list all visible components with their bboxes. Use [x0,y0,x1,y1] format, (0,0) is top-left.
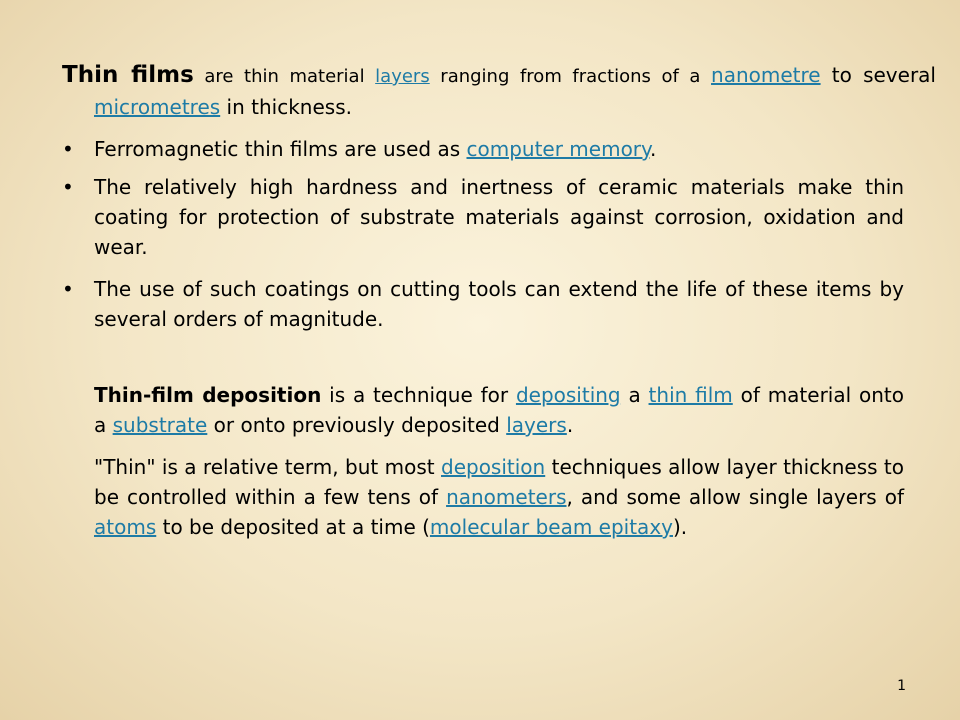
thin-text-5: ). [673,515,688,539]
thin-text-3: , and some allow single layers of [566,485,904,509]
bullet-icon: • [62,175,74,199]
thin-text-1: "Thin" is a relative term, but most [94,455,441,479]
thin-text-4: to be deposited at a time ( [156,515,430,539]
bullet-text-memory [94,134,904,164]
link-thin-film[interactable]: thin film [648,383,733,407]
deposition-term: Thin-film deposition [94,383,322,407]
intro-text-2: ranging from fractions of a [429,66,712,87]
link-molecular-beam-epitaxy[interactable]: molecular beam epitaxy [429,515,673,539]
bullet1-text-2: . [650,137,657,161]
bullet-text-ceramic: The relatively high hardness and inertness of ceramic materials make thin coating for protection of substrate materials against corrosion, oxidation and wear. [94,175,904,259]
thin-text-2: techniques allow layer thickness to be controlled within a few tens of [94,455,905,509]
intro-lead: Thin films [62,62,194,88]
intro-paragraph [62,60,936,122]
link-nanometers[interactable]: nanometers [446,485,567,509]
dep-text-1: is a technique for [321,383,516,407]
intro-text-4: in thickness. [220,95,352,119]
link-deposition[interactable]: deposition [441,455,546,479]
page-number: 1 [897,678,906,694]
link-nanometre[interactable]: nanometre [711,63,821,87]
intro-text-1: are thin material [193,66,376,87]
link-depositing[interactable]: depositing [515,383,621,407]
link-layers-2[interactable]: layers [506,413,567,437]
link-micrometres[interactable]: micrometres [94,95,221,119]
bullet-text-cutting-tools: The use of such coatings on cutting tools can extend the life of these items by several orders of magnitude. [94,277,904,331]
thin-paragraph [94,452,904,542]
deposition-paragraph [94,380,904,440]
dep-text-3: of material onto a [94,383,904,437]
link-computer-memory[interactable]: computer memory [466,137,651,161]
link-substrate[interactable]: substrate [112,413,208,437]
link-layers[interactable]: layers [375,66,430,87]
link-atoms[interactable]: atoms [94,515,157,539]
dep-text-4: or onto previously deposited [207,413,507,437]
intro-text-3: to several [820,63,936,87]
dep-text-2: a [620,383,649,407]
dep-text-5: . [566,413,574,437]
bullet-icon: • [62,137,74,161]
bullet-icon: • [62,277,74,301]
bullet1-text-1: Ferromagnetic thin films are used as [94,137,467,161]
